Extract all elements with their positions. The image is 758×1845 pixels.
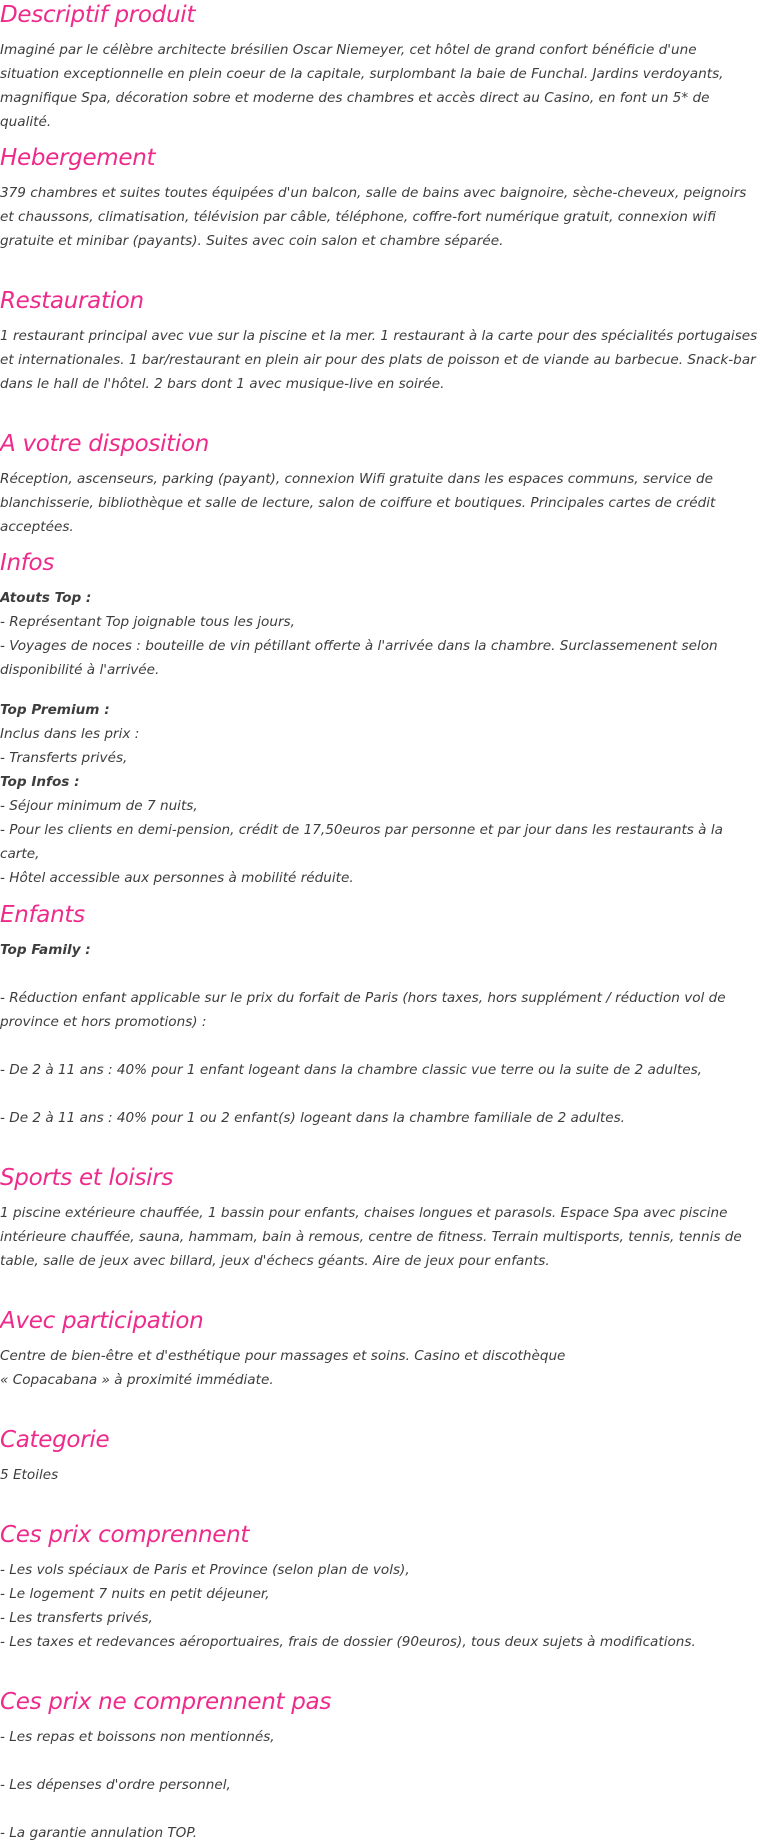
section-text: 1 piscine extérieure chauffée, 1 bassin pour enfants, chaises longues et parasols. Espace Spa avec piscine intérieure chauffée, sauna, hammam, bain à remous, centre de fitness. Terrain multisports, tennis, tennis de table, salle de jeux avec billard, jeux d'échecs géants. Aire de jeux pour enfants. — [0, 1205, 742, 1269]
info-line: - Pour les clients en demi-pension, crédit de 17,50euros par personne et par jour dans les restaurants à la carte, — [0, 822, 723, 862]
info-line: - Représentant Top joignable tous les jours, — [0, 614, 295, 630]
section-title: Categorie — [0, 1427, 110, 1453]
info-line: - Réduction enfant applicable sur le prix du forfait de Paris (hors taxes, hors supplément / réduction vol de province et hors promotions) : — [0, 990, 726, 1030]
info-line: - Hôtel accessible aux personnes à mobilité réduite. — [0, 870, 354, 886]
section-text: Imaginé par le célèbre architecte brésilien Oscar Niemeyer, cet hôtel de grand confort bénéficie d'une situation exceptionnelle en plein coeur de la capitale, surplombant la baie de Funchal. Jardins verdoyants, magnifique Spa, décoration sobre et moderne des chambres et accès direct au Casino, en font un 5* de qualité. — [0, 42, 724, 130]
section-title: Restauration — [0, 288, 144, 314]
section-title: Avec participation — [0, 1308, 204, 1334]
section-text: « Copacabana » à proximité immédiate. — [0, 1372, 274, 1388]
top-premium-heading: Top Premium : — [0, 702, 110, 718]
section-prix-comprennent — [0, 1520, 758, 1654]
section-enfants — [0, 900, 758, 1130]
section-restauration — [0, 286, 758, 396]
section-prix-ne-comprennent-pas — [0, 1687, 758, 1845]
info-line: - De 2 à 11 ans : 40% pour 1 enfant logeant dans la chambre classic vue terre ou la suite de 2 adultes, — [0, 1062, 702, 1078]
list-item: - Les taxes et redevances aéroportuaires, frais de dossier (90euros), tous deux sujets à modifications. — [0, 1634, 696, 1650]
info-line: Inclus dans les prix : — [0, 726, 140, 742]
list-item: - La garantie annulation TOP. — [0, 1825, 198, 1841]
section-title: Sports et loisirs — [0, 1165, 174, 1191]
section-descriptif — [0, 0, 758, 134]
list-item: - Les dépenses d'ordre personnel, — [0, 1777, 231, 1793]
list-item: - Le logement 7 nuits en petit déjeuner, — [0, 1586, 270, 1602]
info-line: - Transferts privés, — [0, 750, 128, 766]
section-title: Ces prix ne comprennent pas — [0, 1689, 332, 1715]
section-title: Descriptif produit — [0, 2, 196, 28]
list-item: - Les transferts privés, — [0, 1610, 153, 1626]
section-text: 1 restaurant principal avec vue sur la piscine et la mer. 1 restaurant à la carte pour des spécialités portugaises et internationales. 1 bar/restaurant en plein air pour des plats de poisson et de viande au barbecue. Snack-bar dans le hall de l'hôtel. 2 bars dont 1 avec musique-live en soirée. — [0, 328, 758, 392]
info-line: - Séjour minimum de 7 nuits, — [0, 798, 198, 814]
category-value: 5 Etoiles — [0, 1467, 59, 1483]
list-item: - Les repas et boissons non mentionnés, — [0, 1729, 275, 1745]
top-family-heading: Top Family : — [0, 942, 91, 958]
section-categorie — [0, 1425, 758, 1487]
info-line: - De 2 à 11 ans : 40% pour 1 ou 2 enfant(s) logeant dans la chambre familiale de 2 adultes. — [0, 1110, 625, 1126]
section-text: Réception, ascenseurs, parking (payant), connexion Wifi gratuite dans les espaces communs, service de blanchisserie, bibliothèque et salle de lecture, salon de coiffure et boutiques. Principales cartes de crédit acceptées. — [0, 471, 716, 535]
section-hebergement — [0, 143, 758, 253]
section-title: Hebergement — [0, 145, 156, 171]
section-title: Enfants — [0, 902, 85, 928]
section-title: A votre disposition — [0, 431, 210, 457]
section-text: Centre de bien-être et d'esthétique pour massages et soins. Casino et discothèque — [0, 1348, 566, 1364]
section-sports — [0, 1163, 758, 1273]
list-item: - Les vols spéciaux de Paris et Province (selon plan de vols), — [0, 1562, 410, 1578]
section-title: Ces prix comprennent — [0, 1522, 250, 1548]
section-infos — [0, 548, 758, 890]
section-title: Infos — [0, 550, 55, 576]
section-disposition — [0, 429, 758, 539]
atouts-top-heading: Atouts Top : — [0, 590, 92, 606]
section-text: 379 chambres et suites toutes équipées d'un balcon, salle de bains avec baignoire, sèche-cheveux, peignoirs et chaussons, climatisation, télévision par câble, téléphone, coffre-fort numérique gratuit, connexion wifi gratuite et minibar (payants). Suites avec coin salon et chambre séparée. — [0, 185, 747, 249]
top-infos-heading: Top Infos : — [0, 774, 80, 790]
info-line: - Voyages de noces : bouteille de vin pétillant offerte à l'arrivée dans la chambre. Surclassemenent selon disponibilité à l'arrivée. — [0, 638, 718, 678]
section-participation — [0, 1306, 758, 1392]
